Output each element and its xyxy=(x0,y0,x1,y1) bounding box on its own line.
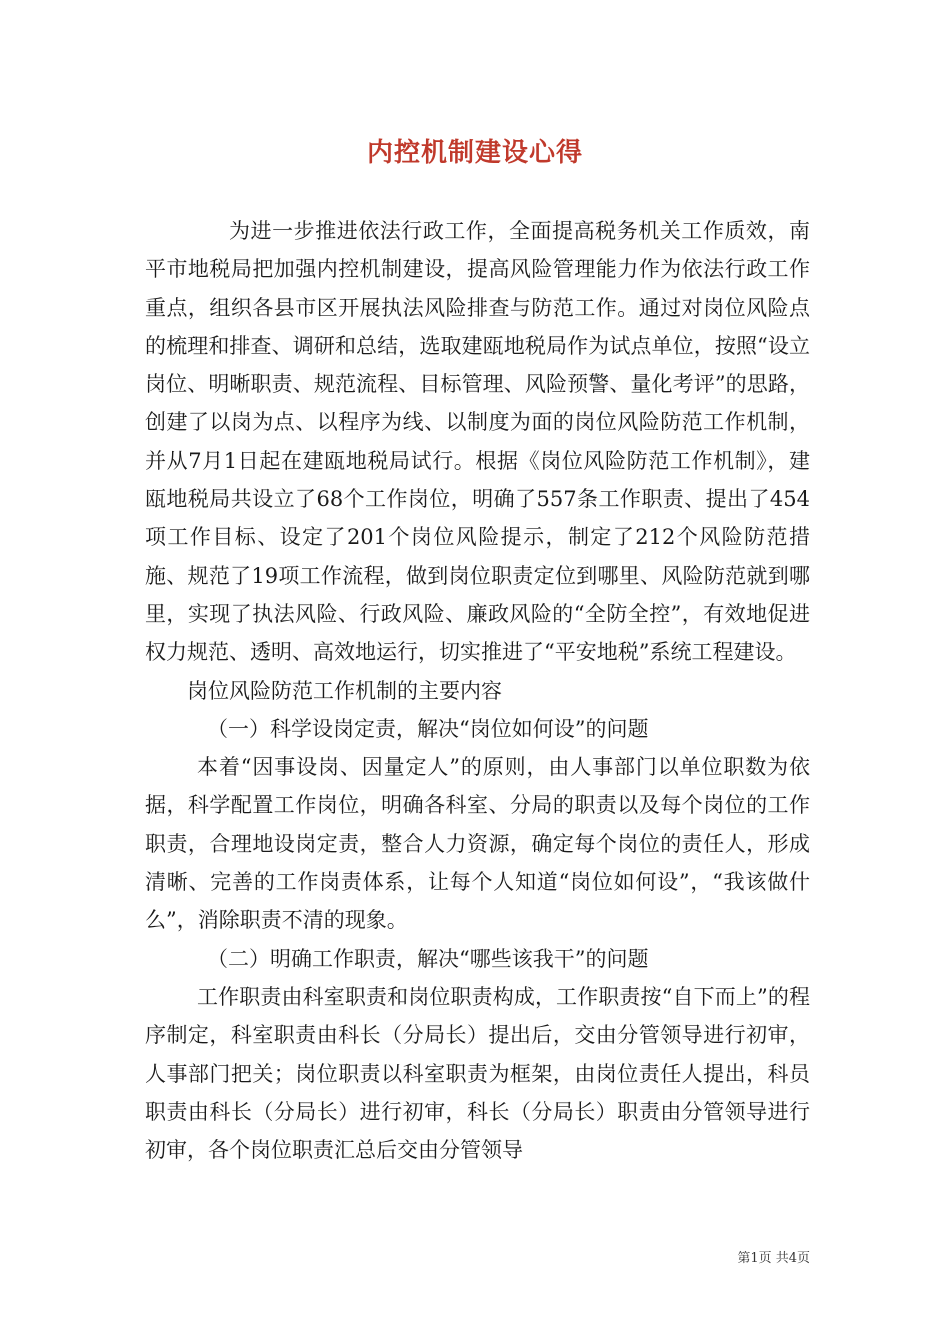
document-body xyxy=(145,212,810,1169)
subsection-heading-2: （二）明确工作职责，解决“哪些该我干”的问题 xyxy=(207,946,649,971)
section-heading: 岗位风险防范工作机制的主要内容 xyxy=(187,678,502,703)
document-title: 内控机制建设心得 xyxy=(366,138,583,168)
paragraph-section-2: 工作职责由科室职责和岗位职责构成，工作职责按“自下而上”的程序制定，科室职责由科长（分局长）提出后，交由分管领导进行初审，人事部门把关；岗位职责以科室职责为框架，由岗位责任人提出，科员职责由科长（分局长）进行初审，科长（分局长）职责由分管领导进行初审，各个岗位职责汇总后交由分管领导 xyxy=(145,984,810,1163)
subsection-heading-1: （一）科学设岗定责，解决“岗位如何设”的问题 xyxy=(207,716,649,741)
paragraph-intro: 为进一步推进依法行政工作，全面提高税务机关工作质效，南平市地税局把加强内控机制建设，提高风险管理能力作为依法行政工作重点，组织各县市区开展执法风险排查与防范工作。通过对岗位风险点的梳理和排查、调研和总结，选取建瓯地税局作为试点单位，按照“设立岗位、明晰职责、规范流程、目标管理、风险预警、量化考评”的思路，创建了以岗为点、以程序为线、以制度为面的岗位风险防范工作机制，并从7月1日起在建瓯地税局试行。根据《岗位风险防范工作机制》，建瓯地税局共设立了68个工作岗位，明确了557条工作职责、提出了454项工作目标、设定了201个岗位风险提示，制定了212个风险防范措施、规范了19项工作流程，做到岗位职责定位到哪里、风险防范就到哪里，实现了执法风险、行政风险、廉政风险的“全防全控”，有效地促进权力规范、透明、高效地运行，切实推进了“平安地税”系统工程建设。 xyxy=(145,219,810,665)
page-number: 第1页 共4页 xyxy=(737,1251,810,1266)
paragraph-section-1: 本着“因事设岗、因量定人”的原则，由人事部门以单位职数为依据，科学配置工作岗位，明确各科室、分局的职责以及每个岗位的工作职责，合理地设岗定责，整合人力资源，确定每个岗位的责任人，形成清晰、完善的工作岗责体系，让每个人知道“岗位如何设”，“我该做什么”，消除职责不清的现象。 xyxy=(145,755,810,933)
